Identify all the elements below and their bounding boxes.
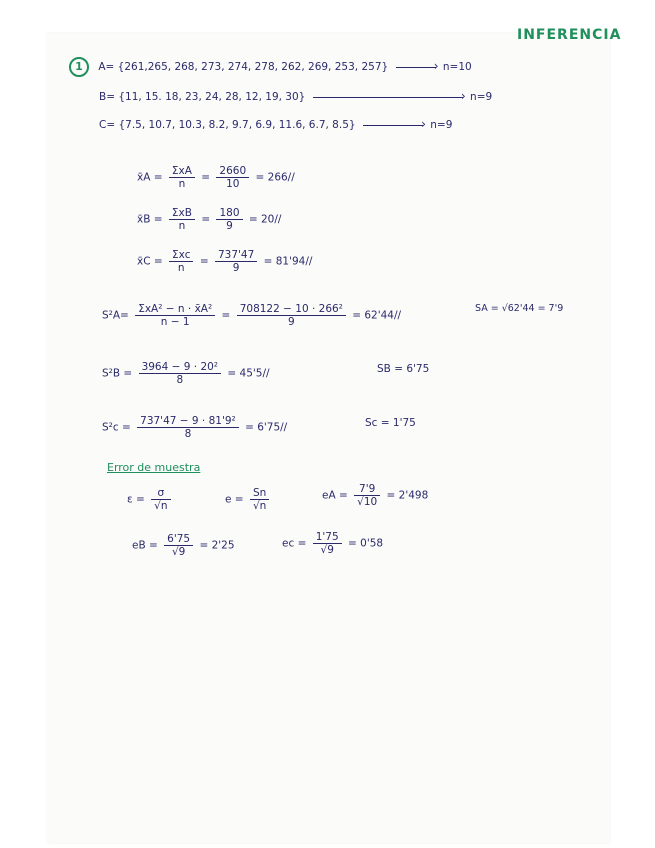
set-a-n: n=10 (442, 61, 472, 73)
set-a-line (69, 57, 472, 77)
error-eps-label: ε = (127, 493, 145, 506)
mean-b-frac2: $\frac{180}{9}$ (216, 207, 242, 232)
notebook-page (47, 27, 622, 843)
error-ec (282, 531, 383, 556)
mean-c-label: x̄C = (137, 255, 163, 268)
set-b-line (99, 91, 492, 103)
sd-b: SB = 6'75 (377, 363, 430, 375)
mean-b-label: x̄B = (137, 213, 163, 226)
mean-c-frac2: $\frac{737'47}{9}$ (215, 249, 257, 274)
variance-a-result: = 62'44// (352, 309, 402, 322)
mean-b (137, 207, 281, 232)
error-eps-frac: $\frac{\sigma}{√n}$ (151, 487, 170, 512)
sd-a: SA = √62'44 = 7'9 (475, 303, 564, 314)
arrow-icon (363, 125, 423, 126)
set-c-line (99, 119, 452, 131)
page-header: INFERENCIA (517, 27, 622, 43)
variance-c-frac: $\frac{\text{737'47 − 9 · 81'9²}}{8}$ (137, 415, 239, 440)
error-eb (132, 533, 235, 558)
variance-b-frac: $\frac{\text{3964 − 9 · 20²}}{8}$ (139, 361, 221, 386)
error-eb-result: = 2'25 (199, 539, 235, 552)
mean-b-result: = 20// (248, 213, 282, 226)
mean-b-eq: = (201, 213, 211, 226)
variance-c-label: S²c = (102, 421, 131, 434)
error-ea (322, 483, 428, 508)
set-b: B= {11, 15. 18, 23, 24, 28, 12, 19, 30} (99, 91, 306, 103)
error-heading: Error de muestra (107, 461, 201, 474)
mean-c (137, 249, 312, 274)
mean-a-frac2: $\frac{2660}{10}$ (216, 165, 249, 190)
variance-a-eq: = (221, 309, 231, 322)
error-ea-label: eA = (322, 489, 348, 502)
set-a: A= {261,265, 268, 273, 274, 278, 262, 269, 253, 257} (98, 61, 389, 73)
error-eb-frac: $\frac{6'75}{√9}$ (164, 533, 193, 558)
mean-c-result: = 81'94// (263, 255, 313, 268)
arrow-icon (313, 97, 463, 98)
error-e-frac: $\frac{Sn}{√n}$ (250, 487, 269, 512)
error-e (225, 487, 272, 512)
exercise-number: 1 (69, 57, 89, 77)
mean-c-eq: = (199, 255, 209, 268)
error-e-label: e = (225, 493, 244, 506)
set-c: C= {7.5, 10.7, 10.3, 8.2, 9.7, 6.9, 11.6, 6.7, 8.5} (99, 119, 356, 131)
mean-a (137, 165, 295, 190)
variance-a-label: S²A= (102, 309, 129, 322)
error-ec-frac: $\frac{1'75}{√9}$ (313, 531, 342, 556)
variance-c (102, 415, 287, 440)
error-ea-result: = 2'498 (386, 489, 429, 502)
variance-b (102, 361, 270, 386)
variance-a-frac2: $\frac{\text{708122 − 10 · 266²}}{9}$ (237, 303, 346, 328)
mean-a-eq: = (201, 171, 211, 184)
mean-a-frac: $\frac{\text{ΣxA}}{n}$ (169, 165, 195, 190)
mean-c-frac: $\frac{\text{Σxc}}{n}$ (169, 249, 193, 274)
set-b-n: n=9 (470, 91, 493, 103)
error-ec-result: = 0'58 (348, 537, 384, 550)
variance-a (102, 303, 401, 328)
error-ec-label: ec = (282, 537, 307, 550)
variance-b-label: S²B = (102, 367, 133, 380)
variance-b-result: = 45'5// (227, 367, 270, 380)
mean-b-frac: $\frac{\text{ΣxB}}{n}$ (169, 207, 195, 232)
error-eps (127, 487, 174, 512)
mean-a-result: = 266// (255, 171, 295, 184)
variance-c-result: = 6'75// (245, 421, 288, 434)
set-c-n: n=9 (430, 119, 453, 131)
variance-a-frac: $\frac{\text{ΣxA² − n · x̄A²}}{n - 1}$ (135, 303, 215, 328)
mean-a-label: x̄A = (137, 171, 163, 184)
arrow-icon (396, 67, 436, 68)
error-eb-label: eB = (132, 539, 158, 552)
sd-c: Sc = 1'75 (365, 417, 416, 429)
error-ea-frac: $\frac{7'9}{√10}$ (354, 483, 380, 508)
